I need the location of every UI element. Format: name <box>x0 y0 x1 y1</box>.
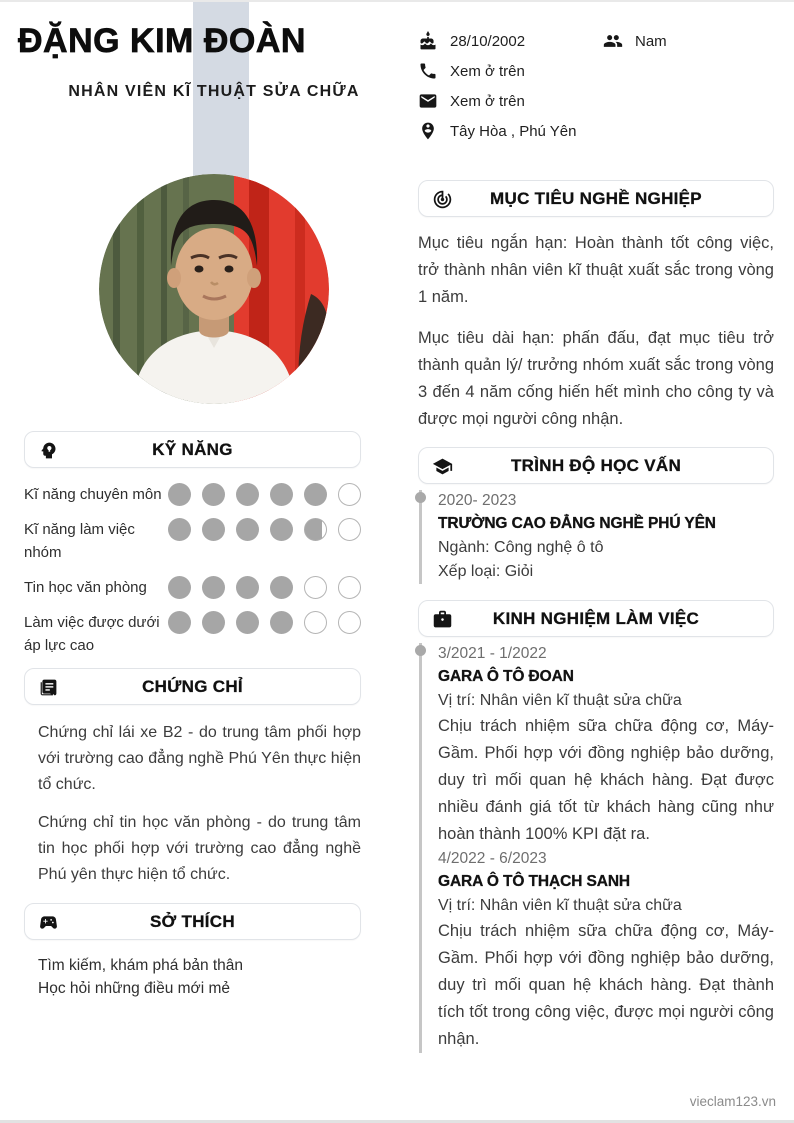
address-value: Tây Hòa , Phú Yên <box>450 122 577 140</box>
skill-dot <box>338 518 361 541</box>
skill-dot <box>202 483 225 506</box>
skill-dot <box>270 483 293 506</box>
skill-level-dots <box>168 517 361 541</box>
section-title-education: TRÌNH ĐỘ HỌC VẤN <box>510 455 682 475</box>
education-grade: Xếp loại: Giỏi <box>438 563 534 580</box>
skill-dot <box>202 611 225 634</box>
skill-dot <box>202 518 225 541</box>
skill-dot <box>168 576 191 599</box>
experience-position: Vị trí: Nhân viên kĩ thuật sửa chữa <box>438 897 682 914</box>
skill-row <box>24 482 361 506</box>
skill-dot <box>236 611 259 634</box>
watermark-vieclam123: vieclam123.vn <box>689 1094 776 1109</box>
experience-position: Vị trí: Nhân viên kĩ thuật sửa chữa <box>438 692 682 709</box>
section-title-experience: KINH NGHIỆM LÀM VIỆC <box>492 608 700 628</box>
skill-level-dots <box>168 575 361 599</box>
certificate-icon <box>38 677 59 698</box>
certificates-body <box>24 720 361 888</box>
contact-row-1 <box>418 26 774 56</box>
certificate-paragraph: Chứng chỉ lái xe B2 - do trung tâm phối hợp với trường cao đẳng nghề Phú Yên thực hiện tổ chức. <box>38 724 361 793</box>
experience-period: 4/2022 - 6/2023 <box>438 850 547 867</box>
skill-row <box>24 575 361 599</box>
objective-paragraph: Mục tiêu dài hạn: phấn đấu, đạt mục tiêu trở thành quản lý/ trưởng nhóm xuất sắc trong vòng 3 đến 4 năm cống hiến hết mình cho công ty và được mọi người công nhận. <box>418 329 774 428</box>
skill-label: Kĩ năng chuyên môn <box>24 486 162 503</box>
objective-body <box>418 230 774 433</box>
section-header-hobbies <box>24 903 361 940</box>
contact-phone <box>418 56 774 86</box>
section-header-education <box>418 447 774 484</box>
skill-dot <box>338 576 361 599</box>
skill-dot <box>304 518 327 541</box>
education-school: TRƯỜNG CAO ĐẲNG NGHỀ PHÚ YÊN <box>438 515 716 532</box>
skill-dot <box>236 483 259 506</box>
education-entry <box>419 490 774 584</box>
experience-description: Chịu trách nhiệm sữa chữa động cơ, Máy- Gầm. Phối hợp với đồng nghiệp bảo dưỡng, duy trì mối quan hệ khách hàng. Đạt được nhiều đánh giá tốt từ khách hàng cũng như hoàn thành 100% KPI đặt ra. <box>438 717 774 843</box>
email-value: Xem ở trên <box>450 92 525 110</box>
candidate-job-title: NHÂN VIÊN KĨ THUẬT SỬA CHỮA <box>68 83 360 100</box>
skill-dot <box>304 483 327 506</box>
skill-dot <box>236 518 259 541</box>
contact-address <box>418 116 774 146</box>
contact-email <box>418 86 774 116</box>
skill-dot <box>304 576 327 599</box>
experience-entry <box>438 848 774 1053</box>
briefcase-icon <box>432 609 453 630</box>
location-pin-icon <box>418 121 438 141</box>
skill-label: Kĩ năng làm việc nhóm <box>24 521 135 561</box>
skill-dot <box>270 611 293 634</box>
profile-photo-illustration <box>99 174 329 404</box>
skill-dot <box>270 518 293 541</box>
skill-dot <box>304 611 327 634</box>
skill-label: Làm việc được dưới áp lực cao <box>24 614 160 654</box>
experience-company: GARA Ô TÔ ĐOAN <box>438 668 574 685</box>
birthday-value: 28/10/2002 <box>450 32 526 50</box>
left-column <box>24 431 361 1000</box>
skill-dot <box>236 576 259 599</box>
right-column <box>418 26 774 1053</box>
experience-period: 3/2021 - 1/2022 <box>438 645 547 662</box>
graduation-cap-icon <box>432 456 453 477</box>
section-title-hobbies: SỞ THÍCH <box>150 911 235 931</box>
skill-row <box>24 517 361 564</box>
education-major: Ngành: Công nghệ ô tô <box>438 539 604 556</box>
skills-list <box>24 482 361 657</box>
skill-dot <box>338 611 361 634</box>
skill-dot <box>168 518 191 541</box>
skill-level-dots <box>168 482 361 506</box>
certificate-paragraph: Chứng chỉ tin học văn phòng - do trung tâm tin học phối hợp với trường cao đẳng nghề Phú yên thực hiện tổ chức. <box>38 814 361 883</box>
skill-row <box>24 610 361 657</box>
candidate-name: ĐẶNG KIM ĐOÀN <box>18 22 306 60</box>
skill-dot <box>168 611 191 634</box>
contact-birthday <box>418 31 603 51</box>
gender-icon <box>603 31 623 51</box>
skill-dot <box>338 483 361 506</box>
skill-level-dots <box>168 610 361 634</box>
skill-label: Tin học văn phòng <box>24 579 147 596</box>
contact-gender <box>603 31 667 51</box>
section-title-objective: MỤC TIÊU NGHỀ NGHIỆP <box>490 188 702 208</box>
target-icon <box>432 189 453 210</box>
gender-value: Nam <box>635 32 667 50</box>
hobbies-body <box>24 954 361 1000</box>
skill-dot <box>270 576 293 599</box>
head-lightbulb-icon <box>38 440 59 461</box>
hobby-item: Tìm kiếm, khám phá bản thân <box>38 957 244 974</box>
hobby-item: Học hỏi những điều mới mẻ <box>38 980 230 997</box>
section-header-experience <box>418 600 774 637</box>
experience-entry <box>438 643 774 848</box>
email-icon <box>418 91 438 111</box>
gamepad-icon <box>38 912 59 933</box>
section-header-certificates <box>24 668 361 705</box>
education-period: 2020- 2023 <box>438 492 517 509</box>
section-title-certificates: CHỨNG CHỈ <box>142 676 243 696</box>
objective-paragraph: Mục tiêu ngắn hạn: Hoàn thành tốt công việc, trở thành nhân viên kĩ thuật xuất sắc trong vòng 1 năm. <box>418 234 774 306</box>
phone-icon <box>418 61 438 81</box>
skill-dot <box>202 576 225 599</box>
section-title-skills: KỸ NĂNG <box>152 439 233 459</box>
experience-entries <box>419 643 774 1053</box>
experience-description: Chịu trách nhiệm sữa chữa động cơ, Máy- Gầm. Phối hợp với đồng nghiệp bảo dưỡng, duy trì mối quan hệ khách hàng. Đạt thành tích tốt trong công việc, được mọi người công nhận. <box>438 922 774 1048</box>
experience-company: GARA Ô TÔ THẠCH SANH <box>438 873 631 890</box>
skill-dot <box>168 483 191 506</box>
birthday-cake-icon <box>418 31 438 51</box>
profile-photo <box>99 174 329 404</box>
section-header-skills <box>24 431 361 468</box>
phone-value: Xem ở trên <box>450 62 525 80</box>
section-header-objective <box>418 180 774 217</box>
